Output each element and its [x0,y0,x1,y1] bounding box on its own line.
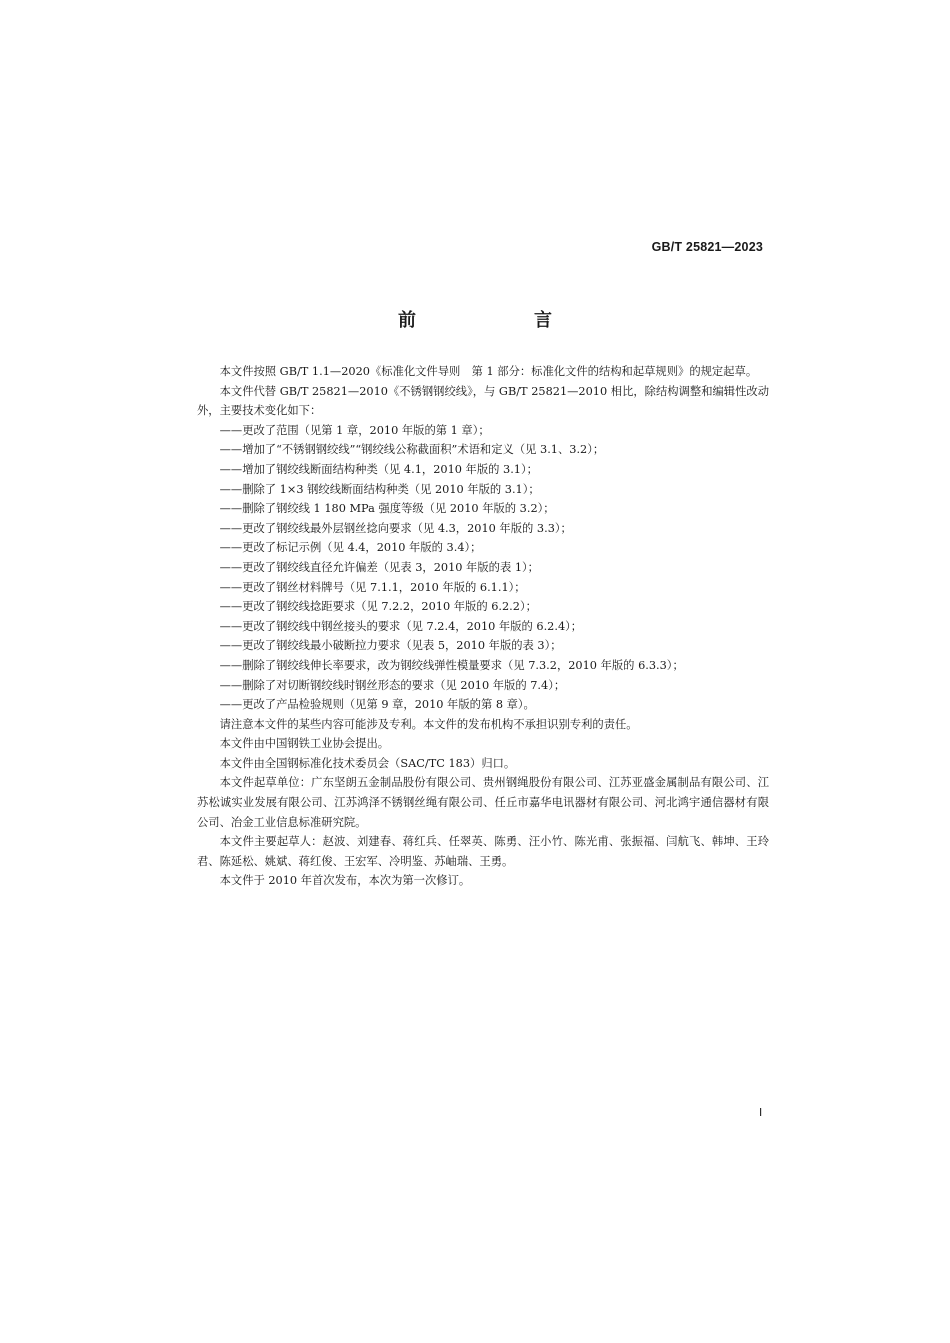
list-item: ——删除了钢绞线 1 180 MPa 强度等级（见 2010 年版的 3.2）； [219,502,555,516]
committee-paragraph: 本文件由全国钢标准化技术委员会（SAC/TC 183）归口。 [219,756,516,770]
drafting-units-paragraph: 本文件起草单位：广东坚朗五金制品股份有限公司、贵州钢绳股份有限公司、江苏亚盛金属制品有限公司、江苏松诚实业发展有限公司、江苏鸿泽不锈钢丝绳有限公司、任丘市嘉华电讯器材有限公司、河北鸿宇通信器材有限公司、冶金工业信息标准研究院。 [197,776,769,829]
proposer-paragraph: 本文件由中国钢铁工业协会提出。 [219,737,390,751]
list-item: ——更改了钢绞线捻距要求（见 7.2.2，2010 年版的 6.2.2）； [219,600,537,614]
list-item: ——更改了钢绞线最小破断拉力要求（见表 5，2010 年版的表 3）； [219,639,562,653]
foreword-body [197,362,769,891]
list-item: ——增加了“不锈钢钢绞线”“钢绞线公称截面积”术语和定义（见 3.1、3.2）； [219,443,605,457]
list-item: ——更改了产品检验规则（见第 9 章，2010 年版的第 8 章）。 [219,698,535,712]
patent-notice: 请注意本文件的某些内容可能涉及专利。本文件的发布机构不承担识别专利的责任。 [219,717,638,731]
list-item: ——增加了钢绞线断面结构种类（见 4.1，2010 年版的 3.1）； [219,462,538,476]
list-item: ——删除了钢绞线伸长率要求，改为钢绞线弹性模量要求（见 7.3.2，2010 年版的 6.3.3）； [219,658,684,672]
drafters-paragraph: 本文件主要起草人：赵波、刘建春、蒋红兵、任翠英、陈勇、汪小竹、陈光甫、张振福、闫航飞、韩坤、王玲君、陈延松、姚斌、蒋红俊、王宏军、冷明鉴、苏岫瑞、王勇。 [197,835,769,868]
history-paragraph: 本文件于 2010 年首次发布，本次为第一次修订。 [219,874,471,888]
list-item: ——删除了 1×3 钢绞线断面结构种类（见 2010 年版的 3.1）； [219,482,540,496]
list-item: ——更改了标记示例（见 4.4，2010 年版的 3.4）； [219,541,482,555]
list-item: ——更改了范围（见第 1 章，2010 年版的第 1 章）； [219,423,490,437]
list-item: ——更改了钢丝材料牌号（见 7.1.1，2010 年版的 6.1.1）； [219,580,526,594]
intro-paragraph: 本文件按照 GB/T 1.1—2020《标准化文件导则 第 1 部分：标准化文件的结构和起草规则》的规定起草。 [219,365,758,378]
list-item: ——更改了钢绞线直径允许偏差（见表 3，2010 年版的表 1）； [219,560,539,574]
list-item: ——删除了对切断钢绞线时钢丝形态的要求（见 2010 年版的 7.4）； [219,678,566,692]
list-item: ——更改了钢绞线中钢丝接头的要求（见 7.2.4，2010 年版的 6.2.4）； [219,619,583,633]
page-title: 前 言 [398,310,602,331]
intro-paragraph: 本文件代替 GB/T 25821—2010《不锈钢钢绞线》，与 GB/T 25821—2010 相比，除结构调整和编辑性改动外，主要技术变化如下： [197,384,769,418]
change-list [197,421,769,715]
standard-code: GB/T 25821—2023 [651,240,763,254]
page-number: I [759,1106,763,1119]
list-item: ——更改了钢绞线最外层钢丝捻向要求（见 4.3，2010 年版的 3.3）； [219,521,572,535]
